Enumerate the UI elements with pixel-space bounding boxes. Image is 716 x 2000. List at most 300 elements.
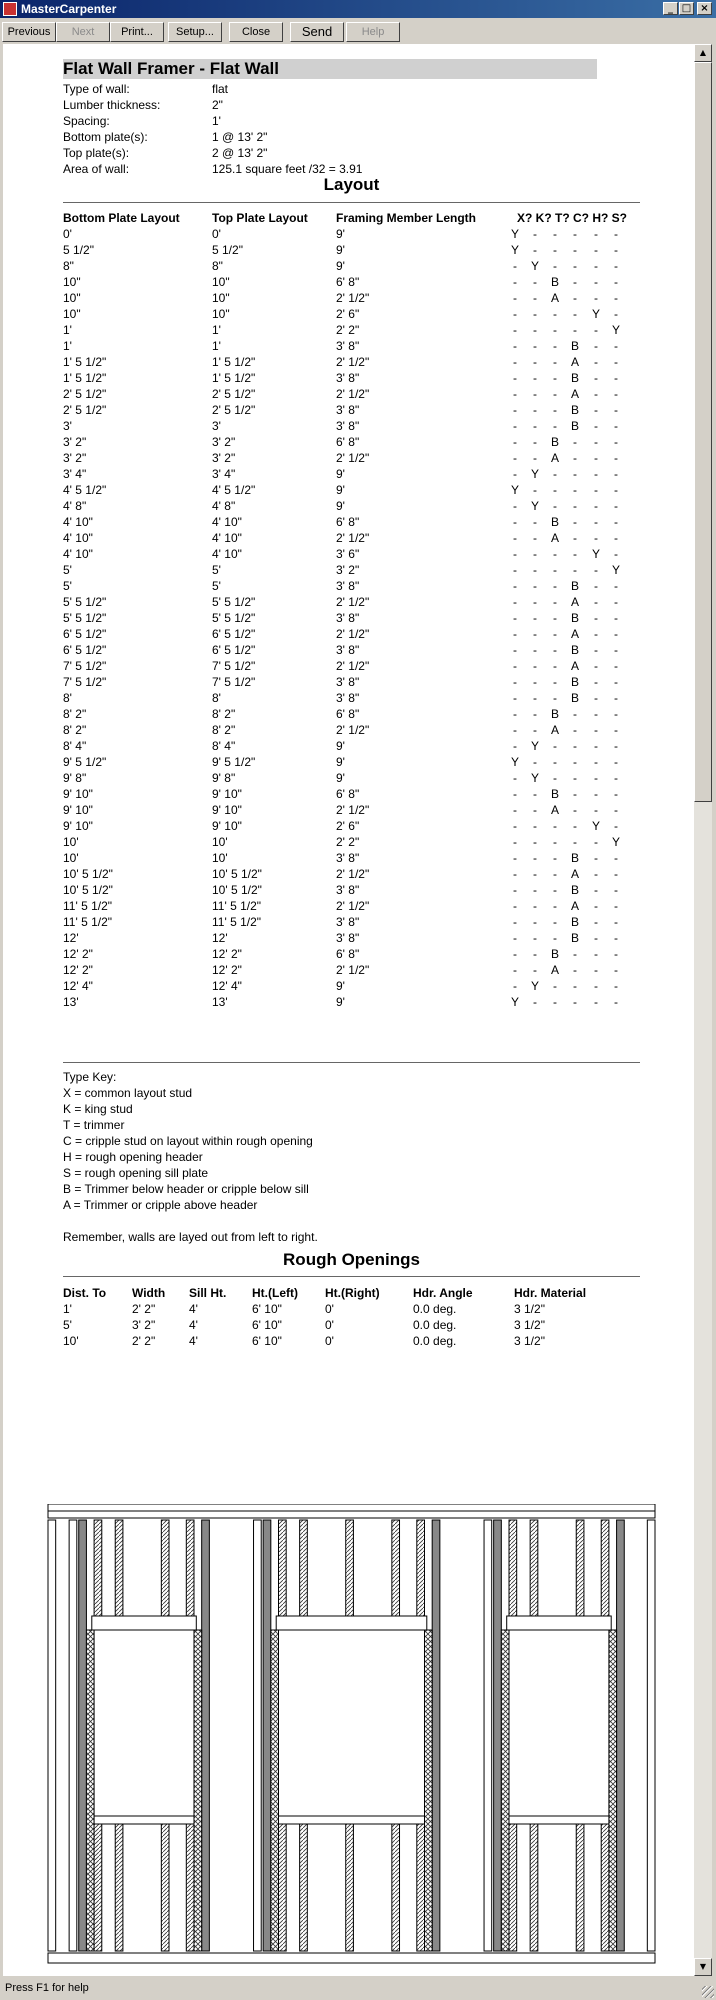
- cell-type-flag: -: [533, 387, 537, 401]
- cell-top-plate: 11' 5 1/2": [212, 899, 262, 913]
- cell-type-flag: -: [573, 995, 577, 1009]
- cell-type-flag: -: [614, 691, 618, 705]
- cell-top-plate: 3' 2": [212, 451, 236, 465]
- cell-type-flag: -: [614, 707, 618, 721]
- cell-type-flag: -: [614, 547, 618, 561]
- cell-type-flag: A: [550, 723, 559, 737]
- cell-type-flag: -: [513, 931, 517, 945]
- table-row: [3, 962, 694, 978]
- cell-top-plate: 1': [212, 323, 221, 337]
- print-button[interactable]: Print...: [110, 22, 164, 42]
- cell-member-length: 2' 2": [336, 835, 360, 849]
- ro-cell-ht-right: 0': [325, 1318, 334, 1332]
- cell-bottom-plate: 5' 5 1/2": [63, 611, 107, 625]
- ro-header-dist: Dist. To: [63, 1286, 107, 1300]
- cell-type-flag: -: [513, 275, 517, 289]
- cell-type-flag: -: [533, 931, 537, 945]
- ro-cell-angle: 0.0 deg.: [413, 1318, 457, 1332]
- cell-type-flag: Y: [510, 243, 519, 257]
- trimmer-stud: [271, 1630, 279, 1951]
- cell-member-length: 3' 8": [336, 675, 360, 689]
- cell-type-flag: -: [614, 883, 618, 897]
- cell-type-flag: -: [553, 259, 557, 273]
- spec-value: 125.1 square feet /32 = 3.91: [212, 162, 363, 176]
- table-row: [3, 706, 694, 722]
- cell-type-flag: -: [594, 419, 598, 433]
- cell-type-flag: -: [614, 867, 618, 881]
- cell-top-plate: 5' 5 1/2": [212, 595, 256, 609]
- table-row: [3, 930, 694, 946]
- table-row: [3, 978, 694, 994]
- header-flags: X? K? T? C? H? S?: [517, 211, 627, 225]
- cell-bottom-plate: 4' 5 1/2": [63, 483, 107, 497]
- table-row: [3, 274, 694, 290]
- cell-type-flag: -: [573, 819, 577, 833]
- cell-type-flag: -: [553, 931, 557, 945]
- cell-type-flag: -: [513, 787, 517, 801]
- help-button[interactable]: Help: [346, 22, 400, 42]
- table-row: [3, 674, 694, 690]
- cell-type-flag: -: [533, 899, 537, 913]
- cell-type-flag: -: [573, 291, 577, 305]
- cell-bottom-plate: 10': [63, 835, 79, 849]
- cell-type-flag: -: [553, 915, 557, 929]
- cell-member-length: 6' 8": [336, 275, 360, 289]
- cell-type-flag: -: [594, 595, 598, 609]
- cell-type-flag: -: [553, 371, 557, 385]
- cell-type-flag: Y: [591, 307, 600, 321]
- cell-type-flag: -: [573, 467, 577, 481]
- cell-member-length: 2' 1/2": [336, 803, 370, 817]
- previous-button[interactable]: Previous: [2, 22, 56, 42]
- cell-type-flag: -: [594, 467, 598, 481]
- cell-type-flag: B: [570, 371, 579, 385]
- cell-type-flag: -: [513, 963, 517, 977]
- cell-type-flag: -: [594, 739, 598, 753]
- cell-type-flag: -: [513, 403, 517, 417]
- cell-type-flag: -: [533, 819, 537, 833]
- cell-top-plate: 10": [212, 275, 230, 289]
- cell-top-plate: 10": [212, 291, 230, 305]
- cell-type-flag: -: [533, 451, 537, 465]
- table-row: [3, 690, 694, 706]
- spec-label: Lumber thickness:: [63, 98, 161, 112]
- cell-member-length: 9': [336, 771, 345, 785]
- header-member-length: Framing Member Length: [336, 211, 477, 225]
- table-row: [3, 802, 694, 818]
- cripple-above-header: [300, 1520, 308, 1616]
- cell-type-flag: -: [533, 611, 537, 625]
- vertical-scrollbar[interactable]: [694, 44, 712, 1976]
- type-key-title: Type Key:: [63, 1070, 117, 1084]
- cell-type-flag: -: [614, 995, 618, 1009]
- resize-grip[interactable]: [702, 1986, 714, 1998]
- cell-type-flag: -: [553, 643, 557, 657]
- cell-top-plate: 12' 2": [212, 963, 242, 977]
- cell-type-flag: -: [513, 579, 517, 593]
- cell-type-flag: -: [513, 803, 517, 817]
- cell-type-flag: -: [533, 483, 537, 497]
- cell-type-flag: A: [550, 803, 559, 817]
- cell-bottom-plate: 5' 5 1/2": [63, 595, 107, 609]
- cell-member-length: 2' 1/2": [336, 387, 370, 401]
- table-row: [3, 866, 694, 882]
- table-row: [3, 354, 694, 370]
- cell-type-flag: -: [533, 643, 537, 657]
- cell-type-flag: -: [533, 515, 537, 529]
- wall-framing-drawing: [43, 1504, 660, 1967]
- cell-type-flag: -: [553, 739, 557, 753]
- cell-type-flag: Y: [530, 259, 539, 273]
- cell-type-flag: -: [614, 963, 618, 977]
- setup-button[interactable]: Setup...: [168, 22, 222, 42]
- cell-bottom-plate: 1': [63, 339, 72, 353]
- cell-type-flag: -: [553, 339, 557, 353]
- spec-label: Top plate(s):: [63, 146, 130, 160]
- cell-bottom-plate: 9' 8": [63, 771, 87, 785]
- cell-top-plate: 5 1/2": [212, 243, 243, 257]
- cell-bottom-plate: 8' 4": [63, 739, 87, 753]
- cell-type-flag: -: [533, 675, 537, 689]
- ro-cell-dist: 5': [63, 1318, 72, 1332]
- spec-value: 2": [212, 98, 223, 112]
- cell-type-flag: -: [614, 947, 618, 961]
- cell-bottom-plate: 10": [63, 291, 81, 305]
- cell-member-length: 2' 1/2": [336, 531, 370, 545]
- cell-type-flag: -: [533, 307, 537, 321]
- cripple-above-header: [279, 1520, 287, 1616]
- next-button[interactable]: Next: [56, 22, 110, 42]
- cell-type-flag: -: [614, 243, 618, 257]
- ro-header-sill: Sill Ht.: [189, 1286, 227, 1300]
- cell-member-length: 9': [336, 227, 345, 241]
- cell-member-length: 3' 8": [336, 371, 360, 385]
- table-row: [3, 850, 694, 866]
- spec-label: Area of wall:: [63, 162, 130, 176]
- cell-type-flag: -: [553, 355, 557, 369]
- cell-type-flag: -: [513, 291, 517, 305]
- cell-type-flag: -: [594, 787, 598, 801]
- cell-member-length: 9': [336, 995, 345, 1009]
- cell-type-flag: -: [594, 499, 598, 513]
- cell-type-flag: -: [533, 883, 537, 897]
- cell-type-flag: -: [594, 611, 598, 625]
- cell-type-flag: -: [573, 259, 577, 273]
- table-row: [3, 258, 694, 274]
- window-rough-opening: [279, 1630, 425, 1816]
- cell-bottom-plate: 5': [63, 579, 72, 593]
- cripple-below-sill: [417, 1824, 425, 1951]
- cell-top-plate: 6' 5 1/2": [212, 643, 256, 657]
- cell-type-flag: -: [594, 243, 598, 257]
- cell-type-flag: -: [614, 851, 618, 865]
- cell-type-flag: -: [553, 467, 557, 481]
- header: [276, 1616, 427, 1630]
- table-row: [3, 338, 694, 354]
- cell-type-flag: -: [594, 323, 598, 337]
- table-row: [3, 498, 694, 514]
- cell-bottom-plate: 8' 2": [63, 707, 87, 721]
- spec-value: 1': [212, 114, 221, 128]
- cell-type-flag: -: [513, 435, 517, 449]
- cell-bottom-plate: 6' 5 1/2": [63, 643, 107, 657]
- cell-type-flag: -: [553, 387, 557, 401]
- cell-type-flag: -: [594, 259, 598, 273]
- maximize-button[interactable]: □: [679, 2, 694, 15]
- spec-label: Bottom plate(s):: [63, 130, 148, 144]
- cell-type-flag: -: [553, 755, 557, 769]
- close-window-button[interactable]: ×: [697, 2, 712, 15]
- cell-type-flag: -: [513, 547, 517, 561]
- cripple-below-sill: [115, 1824, 123, 1951]
- cell-type-flag: -: [614, 675, 618, 689]
- table-row: [3, 482, 694, 498]
- header-bottom-plate: Bottom Plate Layout: [63, 211, 180, 225]
- cell-type-flag: -: [614, 419, 618, 433]
- type-key-item: H = rough opening header: [63, 1150, 203, 1164]
- cell-type-flag: Y: [510, 227, 519, 241]
- table-row: [3, 834, 694, 850]
- cripple-above-header: [530, 1520, 538, 1616]
- cell-top-plate: 10' 5 1/2": [212, 867, 262, 881]
- cell-type-flag: -: [573, 739, 577, 753]
- trimmer-stud: [86, 1630, 94, 1951]
- sill-plate: [509, 1816, 609, 1824]
- divider: [63, 202, 640, 203]
- cell-type-flag: -: [573, 515, 577, 529]
- cell-top-plate: 3' 4": [212, 467, 236, 481]
- king-stud: [432, 1520, 440, 1951]
- cell-type-flag: B: [570, 403, 579, 417]
- king-stud: [617, 1520, 625, 1951]
- table-row: [3, 562, 694, 578]
- cell-top-plate: 7' 5 1/2": [212, 659, 256, 673]
- cell-type-flag: -: [573, 323, 577, 337]
- cell-bottom-plate: 4' 10": [63, 531, 93, 545]
- cell-bottom-plate: 9' 10": [63, 819, 93, 833]
- cell-type-flag: -: [513, 307, 517, 321]
- cell-bottom-plate: 3' 2": [63, 435, 87, 449]
- cell-bottom-plate: 8": [63, 259, 74, 273]
- cell-type-flag: -: [513, 883, 517, 897]
- cell-bottom-plate: 2' 5 1/2": [63, 387, 107, 401]
- cell-member-length: 2' 1/2": [336, 899, 370, 913]
- ro-cell-ht-left: 6' 10": [252, 1318, 282, 1332]
- cell-type-flag: -: [513, 387, 517, 401]
- cell-type-flag: -: [573, 787, 577, 801]
- table-row: [3, 322, 694, 338]
- cell-top-plate: 9' 10": [212, 803, 242, 817]
- cell-type-flag: -: [553, 899, 557, 913]
- table-row: [3, 242, 694, 258]
- cell-type-flag: Y: [510, 483, 519, 497]
- cell-type-flag: -: [513, 499, 517, 513]
- cell-type-flag: -: [614, 339, 618, 353]
- cell-member-length: 2' 1/2": [336, 451, 370, 465]
- king-stud: [263, 1520, 271, 1951]
- cell-member-length: 2' 1/2": [336, 355, 370, 369]
- cripple-above-header: [509, 1520, 517, 1616]
- scroll-down-button[interactable]: ▼: [694, 1958, 712, 1976]
- cell-type-flag: -: [513, 979, 517, 993]
- type-key-item: C = cripple stud on layout within rough opening: [63, 1134, 313, 1148]
- table-row: [3, 226, 694, 242]
- divider: [63, 1062, 640, 1063]
- cell-member-length: 2' 1/2": [336, 291, 370, 305]
- cell-type-flag: -: [594, 755, 598, 769]
- cell-type-flag: -: [553, 595, 557, 609]
- ro-cell-sill: 4': [189, 1318, 198, 1332]
- cripple-below-sill: [161, 1824, 169, 1951]
- cell-bottom-plate: 9' 5 1/2": [63, 755, 107, 769]
- table-row: [3, 578, 694, 594]
- cell-type-flag: -: [573, 483, 577, 497]
- cell-type-flag: -: [513, 947, 517, 961]
- common-stud: [647, 1520, 655, 1951]
- cripple-above-header: [346, 1520, 354, 1616]
- cell-member-length: 2' 1/2": [336, 659, 370, 673]
- cell-type-flag: A: [550, 531, 559, 545]
- ro-cell-material: 3 1/2": [514, 1334, 545, 1348]
- cell-top-plate: 10': [212, 851, 228, 865]
- cell-type-flag: -: [533, 275, 537, 289]
- cell-type-flag: -: [573, 435, 577, 449]
- cell-type-flag: A: [570, 867, 579, 881]
- cell-top-plate: 4' 8": [212, 499, 236, 513]
- scroll-thumb[interactable]: [694, 62, 712, 802]
- cell-type-flag: -: [614, 259, 618, 273]
- cell-bottom-plate: 10': [63, 851, 79, 865]
- cell-type-flag: -: [614, 659, 618, 673]
- cell-type-flag: -: [594, 931, 598, 945]
- cell-top-plate: 0': [212, 227, 221, 241]
- cripple-below-sill: [186, 1824, 194, 1951]
- type-key-item: A = Trimmer or cripple above header: [63, 1198, 258, 1212]
- table-row: [3, 1333, 694, 1349]
- cell-type-flag: -: [533, 963, 537, 977]
- cell-type-flag: -: [533, 547, 537, 561]
- cell-type-flag: -: [614, 787, 618, 801]
- cell-top-plate: 11' 5 1/2": [212, 915, 262, 929]
- cell-type-flag: -: [594, 403, 598, 417]
- cell-type-flag: -: [533, 563, 537, 577]
- cell-type-flag: -: [614, 723, 618, 737]
- cell-type-flag: -: [513, 595, 517, 609]
- minimize-button[interactable]: _: [663, 2, 678, 15]
- cell-member-length: 2' 1/2": [336, 867, 370, 881]
- cell-top-plate: 3' 2": [212, 435, 236, 449]
- send-button[interactable]: Send: [290, 22, 344, 42]
- cell-type-flag: -: [513, 675, 517, 689]
- cell-type-flag: -: [594, 627, 598, 641]
- cell-type-flag: -: [573, 979, 577, 993]
- cell-top-plate: 4' 5 1/2": [212, 483, 256, 497]
- cell-type-flag: -: [513, 819, 517, 833]
- cripple-above-header: [576, 1520, 584, 1616]
- table-row: [3, 626, 694, 642]
- trimmer-stud: [194, 1630, 202, 1951]
- cell-top-plate: 8": [212, 259, 223, 273]
- table-row: [3, 658, 694, 674]
- ro-cell-ht-left: 6' 10": [252, 1302, 282, 1316]
- table-row: [3, 514, 694, 530]
- scroll-up-button[interactable]: ▲: [694, 44, 712, 62]
- cell-type-flag: -: [614, 227, 618, 241]
- cripple-below-sill: [346, 1824, 354, 1951]
- cell-type-flag: -: [513, 323, 517, 337]
- cell-type-flag: -: [614, 627, 618, 641]
- cell-type-flag: -: [594, 883, 598, 897]
- ro-cell-material: 3 1/2": [514, 1318, 545, 1332]
- cell-bottom-plate: 9' 10": [63, 787, 93, 801]
- cell-bottom-plate: 13': [63, 995, 79, 1009]
- cell-type-flag: -: [533, 339, 537, 353]
- cripple-above-header: [186, 1520, 194, 1616]
- cell-type-flag: -: [553, 835, 557, 849]
- table-row: [3, 754, 694, 770]
- cell-type-flag: -: [533, 227, 537, 241]
- cell-top-plate: 1' 5 1/2": [212, 371, 256, 385]
- cell-type-flag: -: [594, 291, 598, 305]
- cell-bottom-plate: 4' 10": [63, 547, 93, 561]
- cell-member-length: 3' 8": [336, 419, 360, 433]
- ro-cell-width: 3' 2": [132, 1318, 156, 1332]
- cell-type-flag: B: [570, 643, 579, 657]
- cell-type-flag: A: [570, 659, 579, 673]
- cell-type-flag: -: [553, 771, 557, 785]
- ro-header-angle: Hdr. Angle: [413, 1286, 473, 1300]
- cell-type-flag: B: [550, 707, 559, 721]
- cell-type-flag: -: [594, 339, 598, 353]
- ro-cell-width: 2' 2": [132, 1302, 156, 1316]
- cell-type-flag: -: [573, 803, 577, 817]
- cell-type-flag: -: [553, 883, 557, 897]
- common-stud: [254, 1520, 262, 1951]
- cell-type-flag: B: [570, 931, 579, 945]
- cell-bottom-plate: 5 1/2": [63, 243, 94, 257]
- cell-bottom-plate: 12' 2": [63, 947, 93, 961]
- cell-type-flag: -: [513, 419, 517, 433]
- cell-type-flag: -: [614, 611, 618, 625]
- cell-type-flag: Y: [591, 547, 600, 561]
- cell-type-flag: -: [614, 819, 618, 833]
- table-row: [3, 738, 694, 754]
- cell-top-plate: 5' 5 1/2": [212, 611, 256, 625]
- cell-type-flag: -: [553, 659, 557, 673]
- cell-bottom-plate: 7' 5 1/2": [63, 675, 107, 689]
- cell-type-flag: -: [553, 483, 557, 497]
- cell-type-flag: -: [553, 419, 557, 433]
- cell-type-flag: B: [550, 435, 559, 449]
- header: [507, 1616, 611, 1630]
- cripple-above-header: [392, 1520, 400, 1616]
- cell-type-flag: -: [533, 435, 537, 449]
- ro-header-material: Hdr. Material: [514, 1286, 587, 1300]
- cell-type-flag: -: [553, 867, 557, 881]
- cell-type-flag: -: [594, 723, 598, 737]
- cell-type-flag: -: [594, 275, 598, 289]
- ro-cell-dist: 10': [63, 1334, 79, 1348]
- close-button[interactable]: Close: [229, 22, 283, 42]
- cell-top-plate: 5': [212, 579, 221, 593]
- cell-type-flag: -: [594, 227, 598, 241]
- sill-plate: [94, 1816, 194, 1824]
- cell-type-flag: -: [573, 227, 577, 241]
- cell-type-flag: -: [533, 691, 537, 705]
- cell-type-flag: Y: [530, 979, 539, 993]
- cell-type-flag: -: [533, 659, 537, 673]
- cell-type-flag: B: [570, 883, 579, 897]
